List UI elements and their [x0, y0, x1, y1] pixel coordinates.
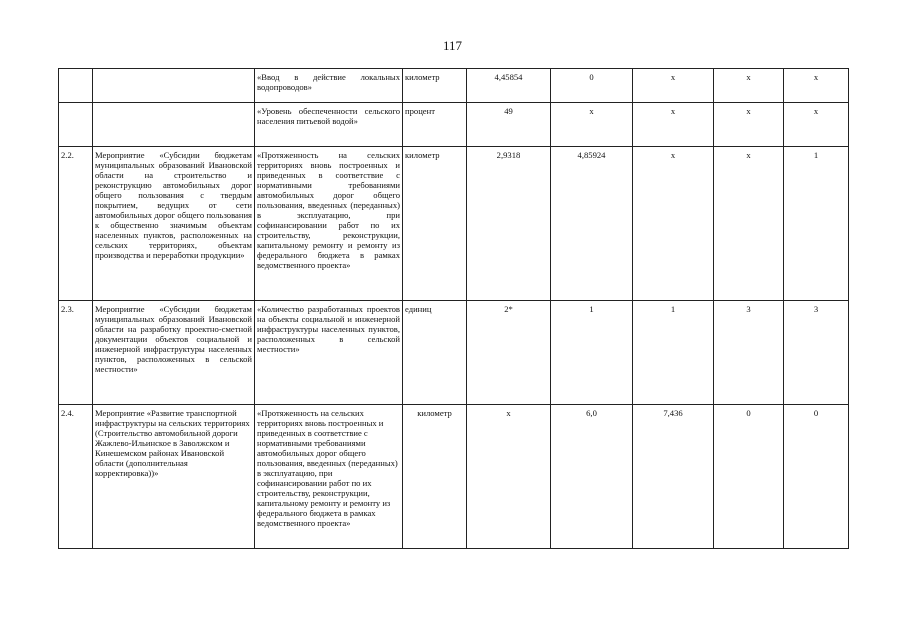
- cell-no: 2.4.: [59, 405, 93, 549]
- cell-value: 3: [714, 301, 784, 405]
- cell-value: х: [467, 405, 551, 549]
- cell-value: 7,436: [633, 405, 714, 549]
- cell-event: Мероприятие «Субсидии бюджетам муниципальных образований Ивановской области на строительство и реконструкцию автомобильных дорог общего пользования с твердым покрытием, ведущих от сети автомобильных дорог общего пользования к общественно значимым объектам населенных пунктов, расположенных на сельских территориях, объектам производства и переработки продукции»: [93, 147, 255, 301]
- cell-event: Мероприятие «Развитие транспортной инфраструктуры на сельских территориях (Строительство автомобильной дороги Жажлево-Ильинское в Заволжском и Кинешемском районах Ивановской области (дополнительная корректировка))»: [93, 405, 255, 549]
- cell-value: 2,9318: [467, 147, 551, 301]
- cell-indicator: «Протяженность на сельских территориях вновь построенных и приведенных в соответствие с нормативными требованиями автомобильных дорог общего пользования, введенных (переданных) в эксплуатацию, при софинансировании работ по их строительству, реконструкции, капитальному ремонту и ремонту из федерального бюджета в рамках ведомственного проекта»: [255, 405, 403, 549]
- cell-indicator: «Уровень обеспеченности сельского населения питьевой водой»: [255, 103, 403, 147]
- cell-event: [93, 103, 255, 147]
- cell-no: 2.3.: [59, 301, 93, 405]
- cell-value: х: [784, 69, 849, 103]
- table-row: [59, 103, 849, 147]
- table-row: [59, 301, 849, 405]
- cell-indicator: «Ввод в действие локальных водопроводов»: [255, 69, 403, 103]
- cell-value: х: [633, 69, 714, 103]
- cell-value: 1: [633, 301, 714, 405]
- cell-value: х: [714, 103, 784, 147]
- cell-indicator: «Протяженность на сельских территориях вновь построенных и приведенных в соответствие с нормативными требованиями автомобильных дорог общего пользования, введенных (переданных) в эксплуатацию, при софинансировании работ по их строительству, реконструкции, капитальному ремонту и ремонту из федерального бюджета в рамках ведомственного проекта»: [255, 147, 403, 301]
- table-row: [59, 147, 849, 301]
- table-body: [59, 69, 849, 549]
- cell-no: 2.2.: [59, 147, 93, 301]
- cell-unit: процент: [403, 103, 467, 147]
- cell-indicator: «Количество разработанных проектов на объекты социальной и инженерной инфраструктуры населенных пунктов, расположенных в сельской местности»: [255, 301, 403, 405]
- cell-value: 4,45854: [467, 69, 551, 103]
- cell-event: [93, 69, 255, 103]
- table-row: [59, 405, 849, 549]
- cell-unit: единиц: [403, 301, 467, 405]
- cell-value: 1: [784, 147, 849, 301]
- cell-no: [59, 103, 93, 147]
- cell-unit: километр: [403, 147, 467, 301]
- cell-value: 6,0: [551, 405, 633, 549]
- cell-value: х: [714, 147, 784, 301]
- cell-no: [59, 69, 93, 103]
- indicators-table: [58, 68, 849, 549]
- cell-value: х: [633, 147, 714, 301]
- cell-value: 49: [467, 103, 551, 147]
- page-number: 117: [442, 38, 463, 53]
- cell-value: 0: [551, 69, 633, 103]
- cell-value: 3: [784, 301, 849, 405]
- cell-value: 1: [551, 301, 633, 405]
- cell-value: х: [714, 69, 784, 103]
- cell-value: 0: [714, 405, 784, 549]
- cell-value: 2*: [467, 301, 551, 405]
- table-row: [59, 69, 849, 103]
- cell-unit: километр: [403, 405, 467, 549]
- cell-value: х: [784, 103, 849, 147]
- cell-value: х: [633, 103, 714, 147]
- cell-unit: километр: [403, 69, 467, 103]
- cell-value: х: [551, 103, 633, 147]
- cell-value: 4,85924: [551, 147, 633, 301]
- cell-value: 0: [784, 405, 849, 549]
- cell-event: Мероприятие «Субсидии бюджетам муниципальных образований Ивановской области на разработку проектно-сметной документации объектов социальной и инженерной инфраструктуры населенных пунктов, расположенных в сельской местности»: [93, 301, 255, 405]
